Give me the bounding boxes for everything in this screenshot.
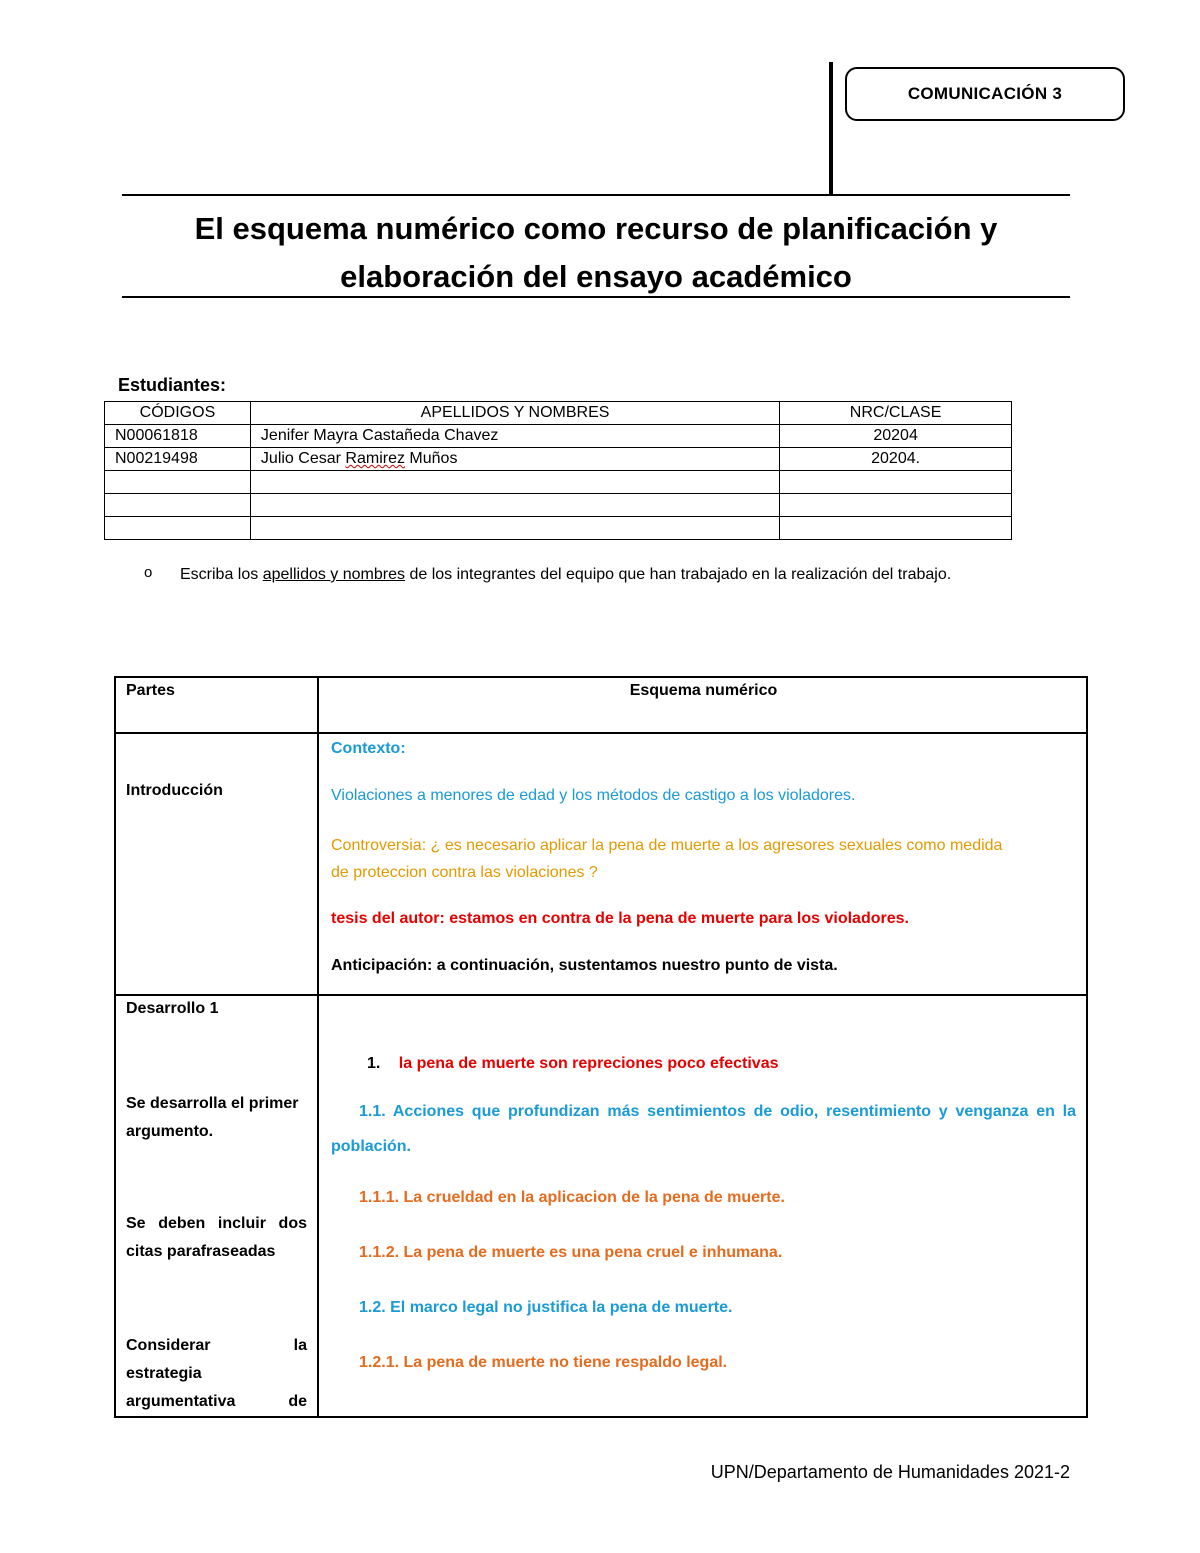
table-row-empty (105, 471, 1012, 494)
desarrollo-note-1: Se desarrolla el primer argumento. (126, 1095, 299, 1140)
student-code: N00061818 (105, 425, 251, 448)
student-nrc: 20204 (780, 425, 1012, 448)
item-1-1: 1.1. Acciones que profundizan más sentimientos de odio, resentimiento y venganza en la población. (331, 1103, 1076, 1155)
intro-content (318, 733, 1087, 995)
header-vertical-rule (829, 62, 833, 194)
students-table (104, 401, 1012, 540)
item-1-1-2: 1.1.2. La pena de muerte es una pena cruel e inhumana. (359, 1244, 783, 1261)
desarrollo-content (318, 995, 1087, 1417)
name-part: Muños (404, 450, 458, 467)
col-partes: Partes (115, 677, 318, 733)
title-bottom-rule (122, 296, 1070, 298)
col-names: APELLIDOS Y NOMBRES (250, 402, 779, 425)
bullet-marker: o (144, 564, 153, 581)
underlined-phrase: apellidos y nombres (262, 566, 405, 583)
students-header-row (105, 402, 1012, 425)
table-row-empty (105, 517, 1012, 540)
desarrollo-note-2: Se deben incluir dos citas parafraseadas (126, 1215, 307, 1260)
page-title (122, 205, 1070, 301)
student-nrc: 20204. (780, 448, 1012, 471)
controversia: Controversia: ¿ es necesario aplicar la pena de muerte a los agresores sexuales como medida de proteccion contra las violaciones ? (331, 837, 1003, 881)
student-code: N00219498 (105, 448, 251, 471)
item-1-2-1: 1.2.1. La pena de muerte no tiene respaldo legal. (359, 1354, 728, 1371)
desarrollo-notes (115, 995, 318, 1417)
student-name: Jenifer Mayra Castañeda Chavez (250, 425, 779, 448)
item-1-2: 1.2. El marco legal no justifica la pena de muerte. (359, 1299, 733, 1316)
intro-row (115, 733, 1087, 995)
table-row (105, 448, 1012, 471)
col-nrc: NRC/CLASE (780, 402, 1012, 425)
students-label: Estudiantes: (118, 375, 227, 395)
anticipacion: Anticipación: a continuación, sustentamos nuestro punto de vista. (331, 957, 838, 974)
instruction-note: Escriba los apellidos y nombres de los integrantes del equipo que han trabajado en la realización del trabajo. (180, 566, 952, 583)
col-esquema: Esquema numérico (318, 677, 1087, 733)
tesis: tesis del autor: estamos en contra de la pena de muerte para los violadores. (331, 910, 909, 927)
name-part: Julio Cesar (260, 450, 346, 467)
contexto-label: Contexto: (331, 740, 406, 757)
desarrollo-row (115, 995, 1087, 1417)
title-line-2: elaboración del ensayo académico (340, 259, 852, 294)
page-footer: UPN/Departamento de Humanidades 2021-2 (710, 1462, 1070, 1482)
col-codes: CÓDIGOS (105, 402, 251, 425)
table-row-empty (105, 494, 1012, 517)
title-top-rule (122, 194, 1070, 196)
desarrollo-label: Desarrollo 1 (126, 1000, 219, 1017)
item-1-1-1: 1.1.1. La crueldad en la aplicacion de la pena de muerte. (359, 1189, 785, 1206)
desarrollo-note-3: Considerar la estrategia argumentativa de (126, 1337, 307, 1410)
student-name (250, 448, 779, 471)
intro-label: Introducción (115, 733, 318, 995)
contexto-text: Violaciones a menores de edad y los métodos de castigo a los violadores. (331, 787, 856, 804)
title-line-1: El esquema numérico como recurso de planificación y (194, 211, 998, 246)
table-row (105, 425, 1012, 448)
schema-table (114, 676, 1088, 1418)
item-1: 1. la pena de muerte son repreciones poco efectivas (367, 1055, 779, 1072)
schema-header-row (115, 677, 1087, 733)
course-badge: COMUNICACIÓN 3 (845, 67, 1125, 121)
spellcheck-word: Ramirez (345, 450, 405, 467)
